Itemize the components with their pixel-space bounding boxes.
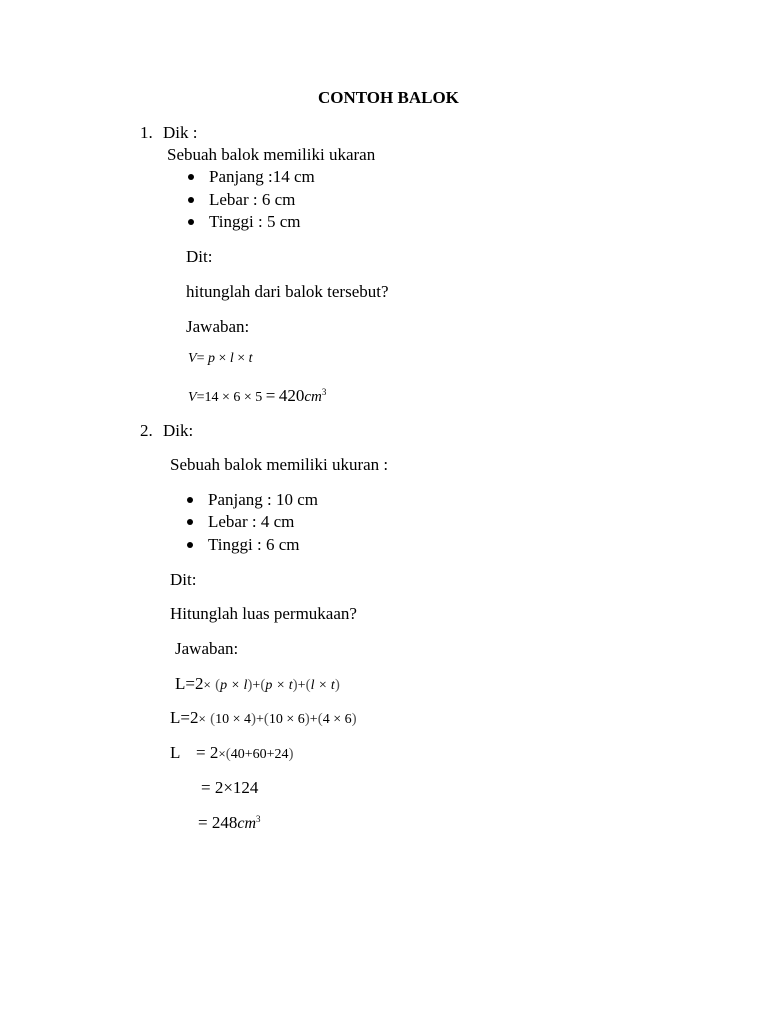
problem-1-bullet-tinggi: Tinggi : 5 cm — [209, 212, 301, 231]
problem-1-dik-label: Dik : — [163, 123, 198, 142]
line2-term: 10 × 4 — [215, 712, 251, 727]
paren-icon: ( — [210, 711, 216, 727]
calc-unit: cm — [304, 389, 322, 405]
problem-1-dit-label: Dit: — [186, 247, 213, 266]
line3-term: 40+60+24 — [230, 747, 289, 762]
paren-icon: ( — [215, 677, 221, 693]
formula-times: × — [237, 351, 246, 366]
paren-icon: ) — [288, 746, 294, 762]
calc-c: 5 — [255, 390, 263, 405]
formula-t: t — [248, 351, 253, 366]
paren-icon: ) — [250, 711, 256, 727]
calc-result: 420 — [278, 386, 305, 405]
problem-2-question: Hitunglah luas permukaan? — [170, 604, 357, 623]
problem-2-surface-substitution — [170, 708, 357, 730]
problem-2-surface-sum — [170, 743, 294, 765]
paren-icon: ( — [260, 677, 266, 693]
bullet-icon — [188, 219, 194, 225]
formula-plus: + — [297, 678, 306, 693]
problem-1-question: hitunglah dari balok tersebut? — [186, 282, 389, 301]
problem-2-number: 2. — [140, 421, 153, 440]
problem-2-bullet-tinggi: Tinggi : 6 cm — [208, 535, 300, 554]
calc-times: × — [221, 390, 230, 405]
paren-icon: ) — [334, 677, 340, 693]
problem-2-surface-result — [198, 813, 261, 835]
problem-1-volume-formula — [188, 349, 253, 369]
paren-icon: ) — [292, 677, 298, 693]
formula-term: l × t — [310, 678, 335, 693]
bullet-icon — [187, 519, 193, 525]
problem-2-bullet-lebar: Lebar : 4 cm — [208, 512, 295, 531]
paren-icon: ) — [247, 677, 253, 693]
formula-lhs: V — [188, 351, 197, 366]
bullet-icon — [187, 542, 193, 548]
formula-times: × — [218, 351, 227, 366]
paren-icon: ( — [317, 711, 323, 727]
bullet-icon — [188, 197, 194, 203]
page-title: CONTOH BALOK — [318, 88, 459, 107]
line5-exponent: 3 — [256, 814, 261, 824]
line2-plus: + — [309, 712, 318, 727]
bullet-icon — [187, 497, 193, 503]
problem-2-intro: Sebuah balok memiliki ukuran : — [170, 455, 389, 474]
paren-icon: ) — [351, 711, 357, 727]
calc-eq: = — [196, 390, 205, 405]
line2-term: 4 × 6 — [322, 712, 352, 727]
problem-2-dit-label: Dit: — [170, 570, 197, 589]
problem-2-dik-label: Dik: — [163, 421, 194, 440]
problem-2-bullet-panjang: Panjang : 10 cm — [208, 490, 319, 509]
paren-icon: ) — [304, 711, 310, 727]
problem-1-jawaban-label: Jawaban: — [186, 317, 250, 336]
problem-1-intro: Sebuah balok memiliki ukaran — [167, 145, 376, 164]
formula-term: p × l — [220, 678, 248, 693]
formula-l: l — [229, 351, 234, 366]
line3-label: L — [170, 743, 180, 762]
calc-lhs: V — [188, 390, 197, 405]
formula-plus: + — [252, 678, 261, 693]
calc-b: 6 — [233, 390, 241, 405]
problem-1-volume-calc — [188, 386, 326, 408]
problem-2-surface-formula — [175, 674, 340, 696]
formula-prefix: L=2 — [175, 674, 204, 693]
calc-eq2: = — [265, 386, 276, 405]
line5-eq: = 248 — [198, 813, 238, 832]
calc-exponent: 3 — [321, 387, 327, 397]
paren-icon: ( — [263, 711, 269, 727]
calc-a: 14 — [204, 390, 219, 405]
bullet-icon — [188, 174, 194, 180]
problem-1-number: 1. — [140, 123, 153, 142]
line2-prefix: L=2 — [170, 708, 199, 727]
line5-unit: cm — [237, 815, 256, 832]
line3-eq: = 2 — [196, 743, 219, 762]
formula-eq: = — [196, 351, 205, 366]
problem-1-bullet-lebar: Lebar : 6 cm — [209, 190, 296, 209]
formula-term: p × t — [265, 678, 293, 693]
paren-icon: ( — [225, 746, 231, 762]
paren-icon: ( — [305, 677, 311, 693]
line3-mult: × — [218, 746, 226, 761]
line2-term: 10 × 6 — [268, 712, 305, 727]
line2-plus: + — [255, 712, 264, 727]
formula-mult: × — [203, 677, 211, 692]
formula-p: p — [207, 351, 215, 366]
calc-times: × — [243, 390, 252, 405]
line2-mult: × — [198, 711, 206, 726]
problem-2-surface-product: = 2×124 — [201, 778, 259, 797]
problem-1-bullet-panjang: Panjang :14 cm — [209, 167, 315, 186]
problem-2-jawaban-label: Jawaban: — [175, 639, 239, 658]
